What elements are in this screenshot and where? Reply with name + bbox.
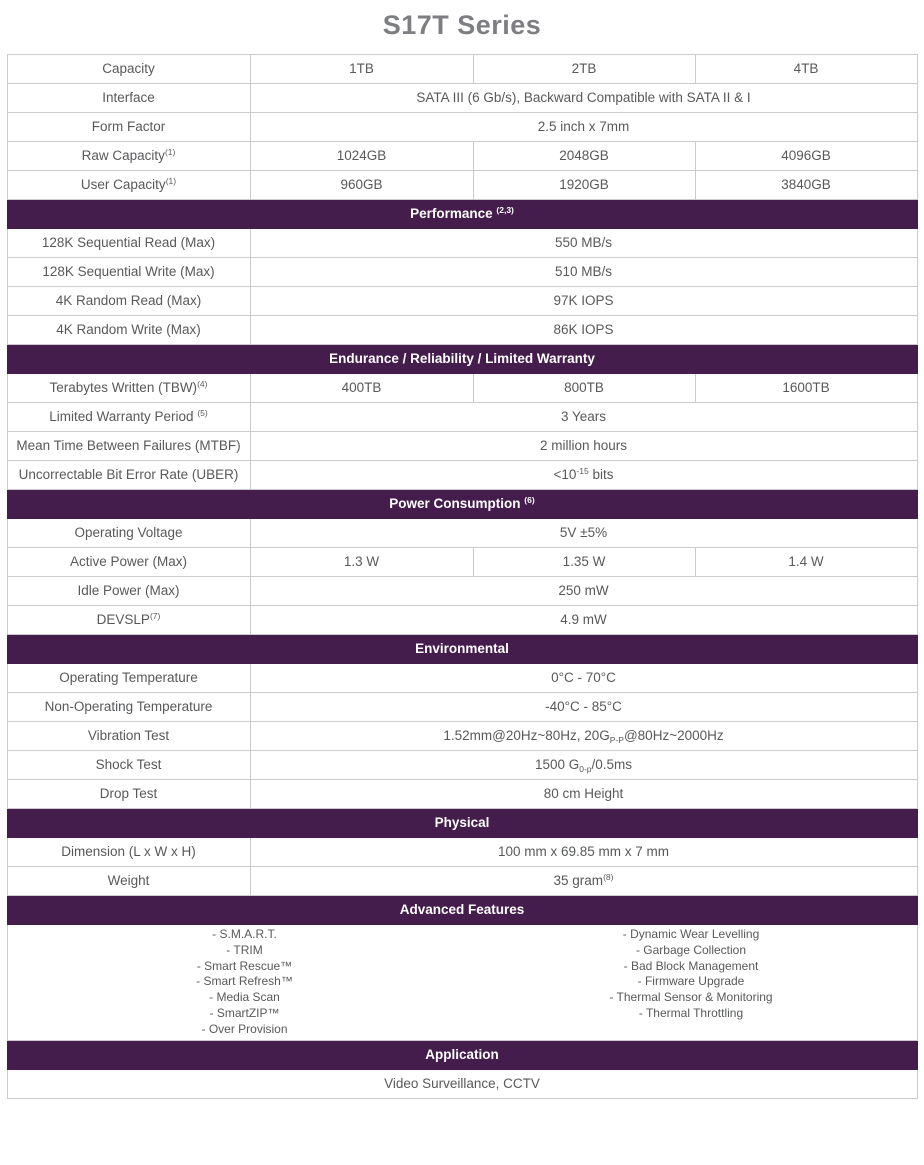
row-value [250,55,473,84]
row-value [250,577,917,606]
row-label [7,780,250,809]
spec-row [7,693,917,722]
text-segment: Active Power (Max) [69,554,188,569]
superscript-note: (4) [197,379,208,389]
feature-item: - Bad Block Management [623,958,759,973]
text-segment: 86K IOPS [553,322,614,337]
text-segment: SATA III (6 Gb/s), Backward Compatible with SATA II & I [416,90,751,105]
text-segment: DEVSLP [96,612,150,627]
application-row [7,1069,917,1098]
feature-item: - Thermal Sensor & Monitoring [609,990,773,1005]
row-value [250,142,473,171]
row-label [7,519,250,548]
spec-row [7,664,917,693]
text-segment: 128K Sequential Read (Max) [41,235,216,250]
row-value [250,867,917,896]
section-header-row [7,490,917,519]
row-value [473,374,695,403]
section-header-row [7,635,917,664]
text-segment: 128K Sequential Write (Max) [42,264,215,279]
superscript-note: (6) [524,495,535,505]
row-value [250,751,917,780]
feature-item: - Smart Rescue™ [196,958,293,973]
text-segment: 550 MB/s [554,235,613,250]
row-label [7,606,250,635]
row-label [7,432,250,461]
text-segment: 1.4 W [788,554,824,569]
text-segment: 2 million hours [539,438,628,453]
features-column-left [16,927,474,1038]
text-segment: 1.52mm@20Hz~80Hz, 20G [443,728,610,743]
text-segment: Shock Test [95,757,162,772]
text-segment: Operating Temperature [59,670,198,685]
text-segment: Idle Power (Max) [77,583,180,598]
section-header [7,635,917,664]
text-segment: Physical [434,815,490,830]
row-label [7,55,250,84]
text-segment: 1.3 W [343,554,380,569]
text-segment: Limited Warranty Period [49,409,198,424]
feature-item: - S.M.A.R.T. [212,927,277,941]
text-segment: Endurance / Reliability / Limited Warranty [329,351,595,366]
features-cell [7,925,917,1041]
row-label [7,403,250,432]
spec-row [7,229,917,258]
text-segment: 4K Random Read (Max) [55,293,202,308]
superscript-note: (1) [164,147,176,157]
text-segment: 800TB [564,380,604,395]
page-title: S17T Series [382,10,542,40]
text-segment: 400TB [341,380,382,395]
row-value [695,548,917,577]
text-segment: Weight [107,873,150,888]
text-segment: 4.9 mW [560,612,607,627]
text-segment: Mean Time Between Failures (MTBF) [16,438,241,453]
spec-row [7,548,917,577]
text-segment: Dimension (L x W x H) [61,844,196,859]
text-segment: 80 cm Height [543,786,624,801]
spec-row [7,432,917,461]
text-segment: 4096GB [781,148,831,163]
text-segment: Interface [102,90,155,105]
text-segment: 510 MB/s [554,264,613,279]
row-label [7,374,250,403]
features-row [7,925,917,1041]
row-value [695,55,917,84]
row-value [250,693,917,722]
text-segment: 2TB [571,61,597,76]
row-label [7,548,250,577]
row-value [250,838,917,867]
section-header [7,809,917,838]
row-value [250,229,917,258]
row-value [250,171,473,200]
spec-row [7,867,917,896]
feature-item: - Over Provision [201,1021,288,1036]
features-columns [16,927,909,1038]
text-segment: 1600TB [782,380,830,395]
subscript-note: P-P [609,735,624,745]
text-segment: 100 mm x 69.85 mm x 7 mm [497,844,670,859]
spec-row [7,577,917,606]
row-value [695,374,917,403]
text-segment: Non-Operating Temperature [44,699,213,714]
row-value [250,287,917,316]
text-segment: Drop Test [99,786,158,801]
feature-item: - Firmware Upgrade [637,974,745,989]
text-segment: 1.35 W [562,554,606,569]
row-value [695,171,917,200]
superscript-note: (7) [149,611,161,621]
spec-row [7,142,917,171]
text-segment: 3840GB [781,177,831,192]
text-segment: 1TB [349,61,374,76]
spec-row [7,258,917,287]
row-label [7,229,250,258]
feature-item: - Smart Refresh™ [196,974,293,989]
text-segment: Terabytes Written (TBW) [49,380,198,395]
row-value [250,84,917,113]
text-segment: Environmental [415,641,509,656]
superscript-note: -15 [576,466,589,476]
row-value [473,171,695,200]
section-header [7,490,917,519]
superscript-note: (1) [165,176,177,186]
spec-row [7,171,917,200]
row-label [7,693,250,722]
feature-item: - Garbage Collection [635,942,747,957]
feature-item: - Dynamic Wear Levelling [622,927,760,941]
section-header [7,1040,917,1069]
text-segment: Application [425,1046,499,1062]
row-value [250,780,917,809]
row-value [473,142,695,171]
section-header [7,896,917,925]
row-value [250,519,917,548]
spec-row [7,84,917,113]
text-segment: 2.5 inch x 7mm [537,119,630,134]
spec-row [7,722,917,751]
subscript-note: 0-p [579,764,592,774]
row-value [250,664,917,693]
spec-row [7,403,917,432]
feature-item: - Media Scan [209,990,280,1005]
text-segment: Power Consumption [389,496,525,511]
application-value [7,1069,917,1098]
row-value [250,461,917,490]
row-label [7,258,250,287]
text-segment: Performance [410,206,497,221]
text-segment: <10 [553,467,577,482]
row-value [250,258,917,287]
row-value [250,316,917,345]
spec-row [7,838,917,867]
row-value [473,548,695,577]
row-value [473,55,695,84]
section-header-row [7,1040,917,1069]
spec-row [7,316,917,345]
section-header-row [7,345,917,374]
spec-table [7,54,918,1099]
text-segment: /0.5ms [591,757,633,772]
text-segment: 250 mW [558,583,609,598]
row-label [7,316,250,345]
text-segment: Capacity [102,61,155,76]
text-segment: 4TB [793,61,819,76]
text-segment: -40°C - 85°C [545,699,622,714]
row-label [7,113,250,142]
text-segment: 960GB [340,177,383,192]
text-segment: bits [588,467,614,482]
text-segment: 1500 G [534,757,580,772]
text-segment: 1024GB [336,148,387,163]
section-header-row [7,896,917,925]
spec-row [7,374,917,403]
feature-item: - TRIM [226,942,263,957]
text-segment: 97K IOPS [553,293,614,308]
spec-row [7,461,917,490]
text-segment: User Capacity [80,177,166,192]
section-header [7,200,917,229]
spec-table-body [7,55,917,1099]
row-label [7,142,250,171]
text-segment: 3 Years [560,409,607,424]
row-value [250,374,473,403]
spec-row [7,287,917,316]
superscript-note: (5) [197,408,208,418]
row-label [7,461,250,490]
superscript-note: (8) [603,872,614,882]
features-column-right [474,927,909,1038]
spec-row [7,519,917,548]
feature-item: - Thermal Throttling [638,1005,744,1020]
text-segment: Vibration Test [87,728,170,743]
spec-row [7,113,917,142]
row-label [7,84,250,113]
text-segment: 5V ±5% [559,525,608,540]
feature-item: - SmartZIP™ [209,1005,280,1020]
row-value [250,606,917,635]
section-header [7,345,917,374]
text-segment: Uncorrectable Bit Error Rate (UBER) [18,467,239,482]
text-segment: Raw Capacity [81,148,165,163]
text-segment: 35 gram [553,873,604,888]
row-label [7,722,250,751]
row-value [695,142,917,171]
section-header-row [7,809,917,838]
text-segment: 0°C - 70°C [551,670,616,685]
text-segment: 2048GB [559,148,609,163]
row-label [7,664,250,693]
text-segment: Operating Voltage [74,525,183,540]
section-header-row [7,200,917,229]
spec-row [7,55,917,84]
text-segment: Advanced Features [399,902,525,917]
row-value [250,432,917,461]
row-value [250,403,917,432]
row-value [250,548,473,577]
row-label [7,171,250,200]
row-label [7,867,250,896]
superscript-note: (2,3) [496,205,514,215]
text-segment: 4K Random Write (Max) [56,322,201,337]
spec-row [7,780,917,809]
row-label [7,838,250,867]
row-label [7,577,250,606]
text-segment: @80Hz~2000Hz [623,728,724,743]
row-value [250,722,917,751]
row-value [250,113,917,142]
text-segment: Form Factor [91,119,166,134]
spec-row [7,751,917,780]
text-segment: Video Surveillance, CCTV [384,1075,540,1091]
text-segment: 1920GB [559,177,609,192]
row-label [7,751,250,780]
spec-row [7,606,917,635]
row-label [7,287,250,316]
